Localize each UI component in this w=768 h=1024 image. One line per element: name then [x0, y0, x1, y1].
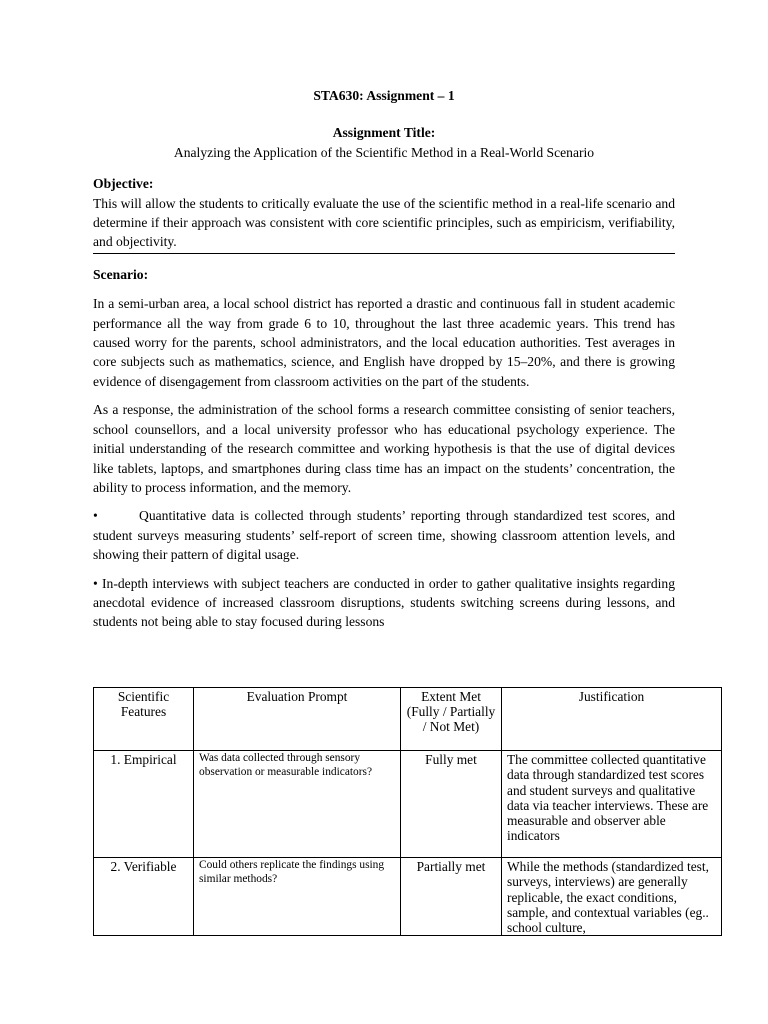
scenario-paragraph: As a response, the administration of the school forms a research committee consisting of senior teachers, school counsellors, and a local university professor who has educational psychology experience. The initial understanding of the research committee and working hypothesis is that the use of digital devices like tablets, laptops, and smartphones during class time has an impact on the students’ concentration, the ability to process information, and the memory. [93, 402, 675, 495]
bullet-text: In-depth interviews with subject teachers are conducted in order to gather qualitative insights regarding anecdotal evidence of increased classroom disruptions, students switching screens during lessons, and students not being able to stay focused during lessons [93, 575, 675, 630]
prompt-cell: Was data collected through sensory observation or measurable indicators? [194, 751, 401, 858]
objective-section [93, 174, 675, 254]
evaluation-table [93, 687, 722, 936]
scenario-paragraph: In a semi-urban area, a local school district has reported a drastic and continuous fall in student academic performance all the way from grade 6 to 10, throughout the last three academic years. This trend has caused worry for the parents, school administrators, and the local education authorities. Test averages in core subjects such as mathematics, science, and English have dropped by 15–20%, and there is growing evidence of disengagement from classroom activities on the part of the students. [93, 296, 675, 389]
extent-met-cell: Partially met [401, 858, 502, 936]
assignment-title-label: Assignment Title: [332, 125, 436, 141]
bullet-icon: • [93, 575, 98, 591]
header-justification: Justification [502, 688, 722, 751]
table-row [94, 858, 722, 936]
scenario-label: Scenario: [93, 266, 149, 282]
table-header-row [94, 688, 722, 751]
extent-met-cell: Fully met [401, 751, 502, 858]
table-row [94, 751, 722, 858]
feature-cell: 1. Empirical [94, 751, 194, 858]
objective-text: This will allow the students to critically evaluate the use of the scientific method in a real-life scenario and determine if their approach was consistent with core scientific principles, such as empiricism, verifiability, and objectivity. [93, 195, 675, 250]
prompt-cell: Could others replicate the findings using similar methods? [194, 858, 401, 936]
justification-cell: While the methods (standardized test, surveys, interviews) are generally replicable, the exact conditions, sample, and contextual variables (eg.. school culture, [502, 858, 722, 936]
header-scientific-features: Scientific Features [94, 688, 194, 751]
bullet-item [93, 574, 675, 632]
bullet-item [93, 506, 675, 564]
feature-cell: 2. Verifiable [94, 858, 194, 936]
header-evaluation-prompt: Evaluation Prompt [194, 688, 401, 751]
justification-cell: The committee collected quantitative data through standardized test scores and student surveys and qualitative data via teacher interviews. These are measurable and observer able indicators [502, 751, 722, 858]
document-page [93, 86, 675, 641]
bullet-icon: • [93, 508, 98, 524]
bullet-text: Quantitative data is collected through students’ reporting through standardized test scores, and student surveys measuring students’ self-report of screen time, showing classroom attention levels, and showing their pattern of digital usage. [93, 508, 675, 563]
header-extent-met: Extent Met (Fully / Partially / Not Met) [401, 688, 502, 751]
assignment-title: Analyzing the Application of the Scientific Method in a Real-World Scenario [173, 144, 595, 160]
objective-label: Objective: [93, 176, 154, 192]
assignment-heading: STA630: Assignment – 1 [313, 88, 455, 103]
